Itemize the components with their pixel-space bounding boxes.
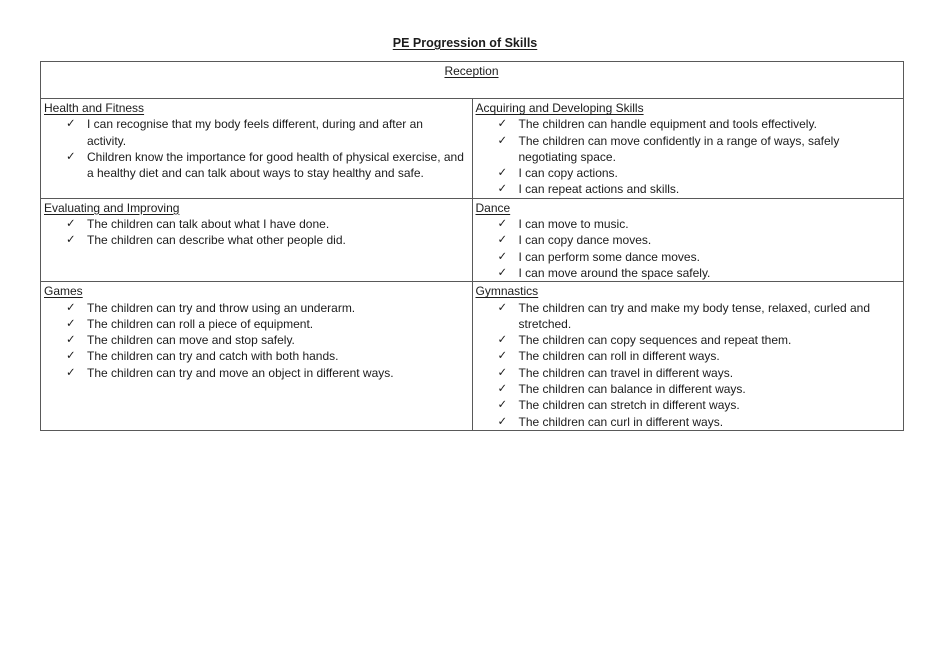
checklist-item-text: The children can curl in different ways. xyxy=(518,414,724,429)
checklist-item-text: I can copy dance moves. xyxy=(518,233,652,248)
check-icon: ✓ xyxy=(497,250,508,263)
cell-heading: Evaluating and Improving xyxy=(44,200,180,215)
checklist-item xyxy=(44,332,468,348)
checklist-item xyxy=(476,300,900,333)
check-icon: ✓ xyxy=(66,118,76,131)
checklist-item-text: I can copy actions. xyxy=(518,166,618,181)
checklist-item xyxy=(44,116,468,149)
checklist-item xyxy=(476,133,900,166)
cell-heading: Dance xyxy=(475,200,511,215)
checklist-item xyxy=(476,348,900,364)
checklist-item xyxy=(44,232,468,248)
check-icon: ✓ xyxy=(497,350,508,363)
checklist-item-text: The children can stretch in different ways. xyxy=(518,398,740,413)
cell-gymnastics xyxy=(472,282,904,431)
cell-games xyxy=(41,282,473,431)
check-icon: ✓ xyxy=(497,266,508,279)
checklist xyxy=(476,216,900,281)
checklist-item xyxy=(476,265,900,281)
checklist xyxy=(44,116,468,181)
checklist-item xyxy=(476,365,900,381)
checklist-item xyxy=(476,381,900,397)
checklist-item-text: The children can try and throw using an underarm. xyxy=(87,300,356,315)
checklist-item xyxy=(44,316,468,332)
checklist-item xyxy=(476,414,900,430)
check-icon: ✓ xyxy=(66,218,76,231)
check-icon: ✓ xyxy=(497,134,508,147)
checklist-item-text: The children can try and move an object in different ways. xyxy=(87,365,394,380)
check-icon: ✓ xyxy=(497,399,508,412)
checklist-item-text: I can perform some dance moves. xyxy=(518,249,700,264)
checklist-item xyxy=(44,348,468,364)
table-row xyxy=(41,198,904,281)
checklist xyxy=(476,116,900,197)
checklist-item-text: The children can try and make my body tense, relaxed, curled and stretched. xyxy=(518,300,871,331)
checklist-item xyxy=(476,332,900,348)
checklist-item-text: The children can travel in different ways. xyxy=(518,365,734,380)
check-icon: ✓ xyxy=(497,183,508,196)
checklist-item xyxy=(476,165,900,181)
check-icon: ✓ xyxy=(66,150,76,163)
checklist-item-text: I can recognise that my body feels different, during and after an activity. xyxy=(87,117,423,148)
reception-cell xyxy=(41,62,904,99)
table-row xyxy=(41,99,904,199)
check-icon: ✓ xyxy=(497,167,508,180)
check-icon: ✓ xyxy=(497,383,508,396)
check-icon: ✓ xyxy=(66,350,76,363)
checklist-item-text: The children can try and catch with both hands. xyxy=(87,349,339,364)
cell-health-and-fitness xyxy=(41,99,473,199)
check-icon: ✓ xyxy=(497,234,508,247)
checklist-item xyxy=(44,365,468,381)
checklist-item-text: The children can handle equipment and tools effectively. xyxy=(518,117,817,132)
checklist xyxy=(44,300,468,381)
table-row xyxy=(41,282,904,431)
checklist xyxy=(476,300,900,430)
checklist-item xyxy=(44,300,468,316)
checklist-item-text: I can move around the space safely. xyxy=(518,265,711,280)
checklist-item xyxy=(476,249,900,265)
check-icon: ✓ xyxy=(497,366,508,379)
checklist-item-text: The children can roll in different ways. xyxy=(518,349,720,364)
check-icon: ✓ xyxy=(66,234,76,247)
checklist-item-text: The children can move and stop safely. xyxy=(87,333,295,348)
checklist-item xyxy=(476,116,900,132)
checklist-item xyxy=(476,397,900,413)
reception-header: Reception xyxy=(444,64,499,78)
cell-acquiring-and-developing-skills xyxy=(472,99,904,199)
check-icon: ✓ xyxy=(66,301,76,314)
checklist xyxy=(44,216,468,249)
checklist-item xyxy=(476,181,900,197)
check-icon: ✓ xyxy=(66,334,76,347)
cell-heading: Acquiring and Developing Skills xyxy=(475,101,644,115)
cell-heading: Health and Fitness xyxy=(44,101,145,115)
skills-table xyxy=(40,61,904,431)
check-icon: ✓ xyxy=(66,317,76,330)
check-icon: ✓ xyxy=(66,366,76,379)
checklist-item xyxy=(44,149,468,182)
checklist-item-text: I can repeat actions and skills. xyxy=(518,182,680,197)
checklist-item-text: The children can copy sequences and repeat them. xyxy=(518,333,792,348)
cell-evaluating-and-improving xyxy=(41,198,473,281)
check-icon: ✓ xyxy=(497,118,508,131)
checklist-item-text: The children can talk about what I have done. xyxy=(87,217,330,232)
check-icon: ✓ xyxy=(497,301,508,314)
check-icon: ✓ xyxy=(497,334,508,347)
checklist-item-text: Children know the importance for good health of physical exercise, and a healthy diet and can talk about ways to stay healthy and safe. xyxy=(87,149,464,181)
checklist-item-text: I can move to music. xyxy=(518,217,629,232)
check-icon: ✓ xyxy=(497,415,508,428)
checklist-item-text: The children can describe what other people did. xyxy=(87,233,346,248)
cell-dance xyxy=(472,198,904,281)
checklist-item xyxy=(476,216,900,232)
reception-row xyxy=(41,62,904,99)
page-title: PE Progression of Skills xyxy=(392,36,538,50)
cell-heading: Games xyxy=(44,284,83,299)
check-icon: ✓ xyxy=(497,218,508,231)
checklist-item-text: The children can move confidently in a range of ways, safely negotiating space. xyxy=(518,133,840,164)
checklist-item xyxy=(44,216,468,232)
checklist-item xyxy=(476,232,900,248)
cell-heading: Gymnastics xyxy=(475,284,539,299)
checklist-item-text: The children can roll a piece of equipment. xyxy=(87,316,314,331)
checklist-item-text: The children can balance in different ways. xyxy=(518,382,746,397)
